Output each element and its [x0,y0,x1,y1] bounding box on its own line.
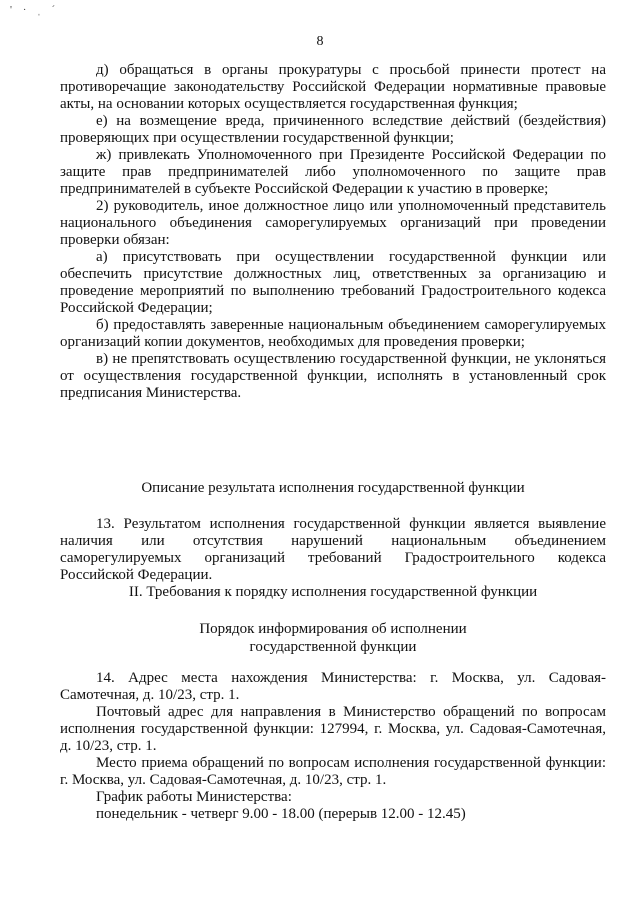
result-heading: Описание результата исполнения государственной функции [141,480,525,496]
list-item-d: д) обращаться в органы прокуратуры с просьбой принести протест на противоречащие законодательству Российской Федерации нормативные правовые акты, на основании которых осуществляется государственная функция; [60,62,606,112]
information-order-heading-block [60,620,606,656]
postal-address: Почтовый адрес для направления в Министерство обращений по вопросам исполнения государственной функции: 127994, г. Москва, ул. Садовая-Самотечная, д. 10/23, стр. 1. [60,704,606,754]
paragraph-14: 14. Адрес места нахождения Министерства: г. Москва, ул. Садовая-Самотечная, д. 10/23, стр. 1. [60,670,606,703]
result-section [60,480,606,497]
list-item-v: в) не препятствовать осуществлению государственной функции, не уклоняться от осуществления государственной функции, исполнять в установленный срок предписания Министерства. [60,351,606,401]
page-number: 8 [316,34,324,49]
requirements-heading-block [60,584,606,601]
scan-artifact-marks: ' · ˌ ˊ [10,4,60,16]
paragraph-13: 13. Результатом исполнения государственной функции является выявление наличия или отсутствия нарушений национальным объединением саморегулируемых организаций требований Градостроительного кодекса Российской Федерации. [60,516,606,583]
schedule-line: понедельник - четверг 9.00 - 18.00 (перерыв 12.00 - 12.45) [96,806,466,822]
result-paragraph-block [60,516,606,584]
information-order-heading-line1: Порядок информирования об исполнении [199,621,467,637]
list-item-zh: ж) привлекать Уполномоченного при Президенте Российской Федерации по защите прав предпринимателей либо уполномоченного по защите прав предпринимателей в субъекте Российской Федерации к участию в проверке; [60,147,606,197]
list-item-b: б) предоставлять заверенные национальным объединением саморегулируемых организаций копии документов, необходимых для проведения проверки; [60,317,606,350]
requirements-heading: II. Требования к порядку исполнения государственной функции [128,584,538,600]
schedule-title: График работы Министерства: [96,789,292,805]
information-order-heading-line2: государственной функции [249,639,417,655]
rights-and-duties-list [60,62,606,402]
list-item-a: а) присутствовать при осуществлении государственной функции или обеспечить присутствие должностных лиц, ответственных за организацию и проведение мероприятий по выполнению требований Градостроительного кодекса Российской Федерации; [60,249,606,316]
list-item-e: е) на возмещение вреда, причиненного вследствие действий (бездействия) проверяющих при осуществлении государственной функции; [60,113,606,146]
list-item-2: 2) руководитель, иное должностное лицо или уполномоченный представитель национального объединения саморегулируемых организаций при проведении проверки обязан: [60,198,606,248]
address-block [60,670,606,823]
reception-address: Место приема обращений по вопросам исполнения государственной функции: г. Москва, ул. Садовая-Самотечная, д. 10/23, стр. 1. [60,755,606,788]
